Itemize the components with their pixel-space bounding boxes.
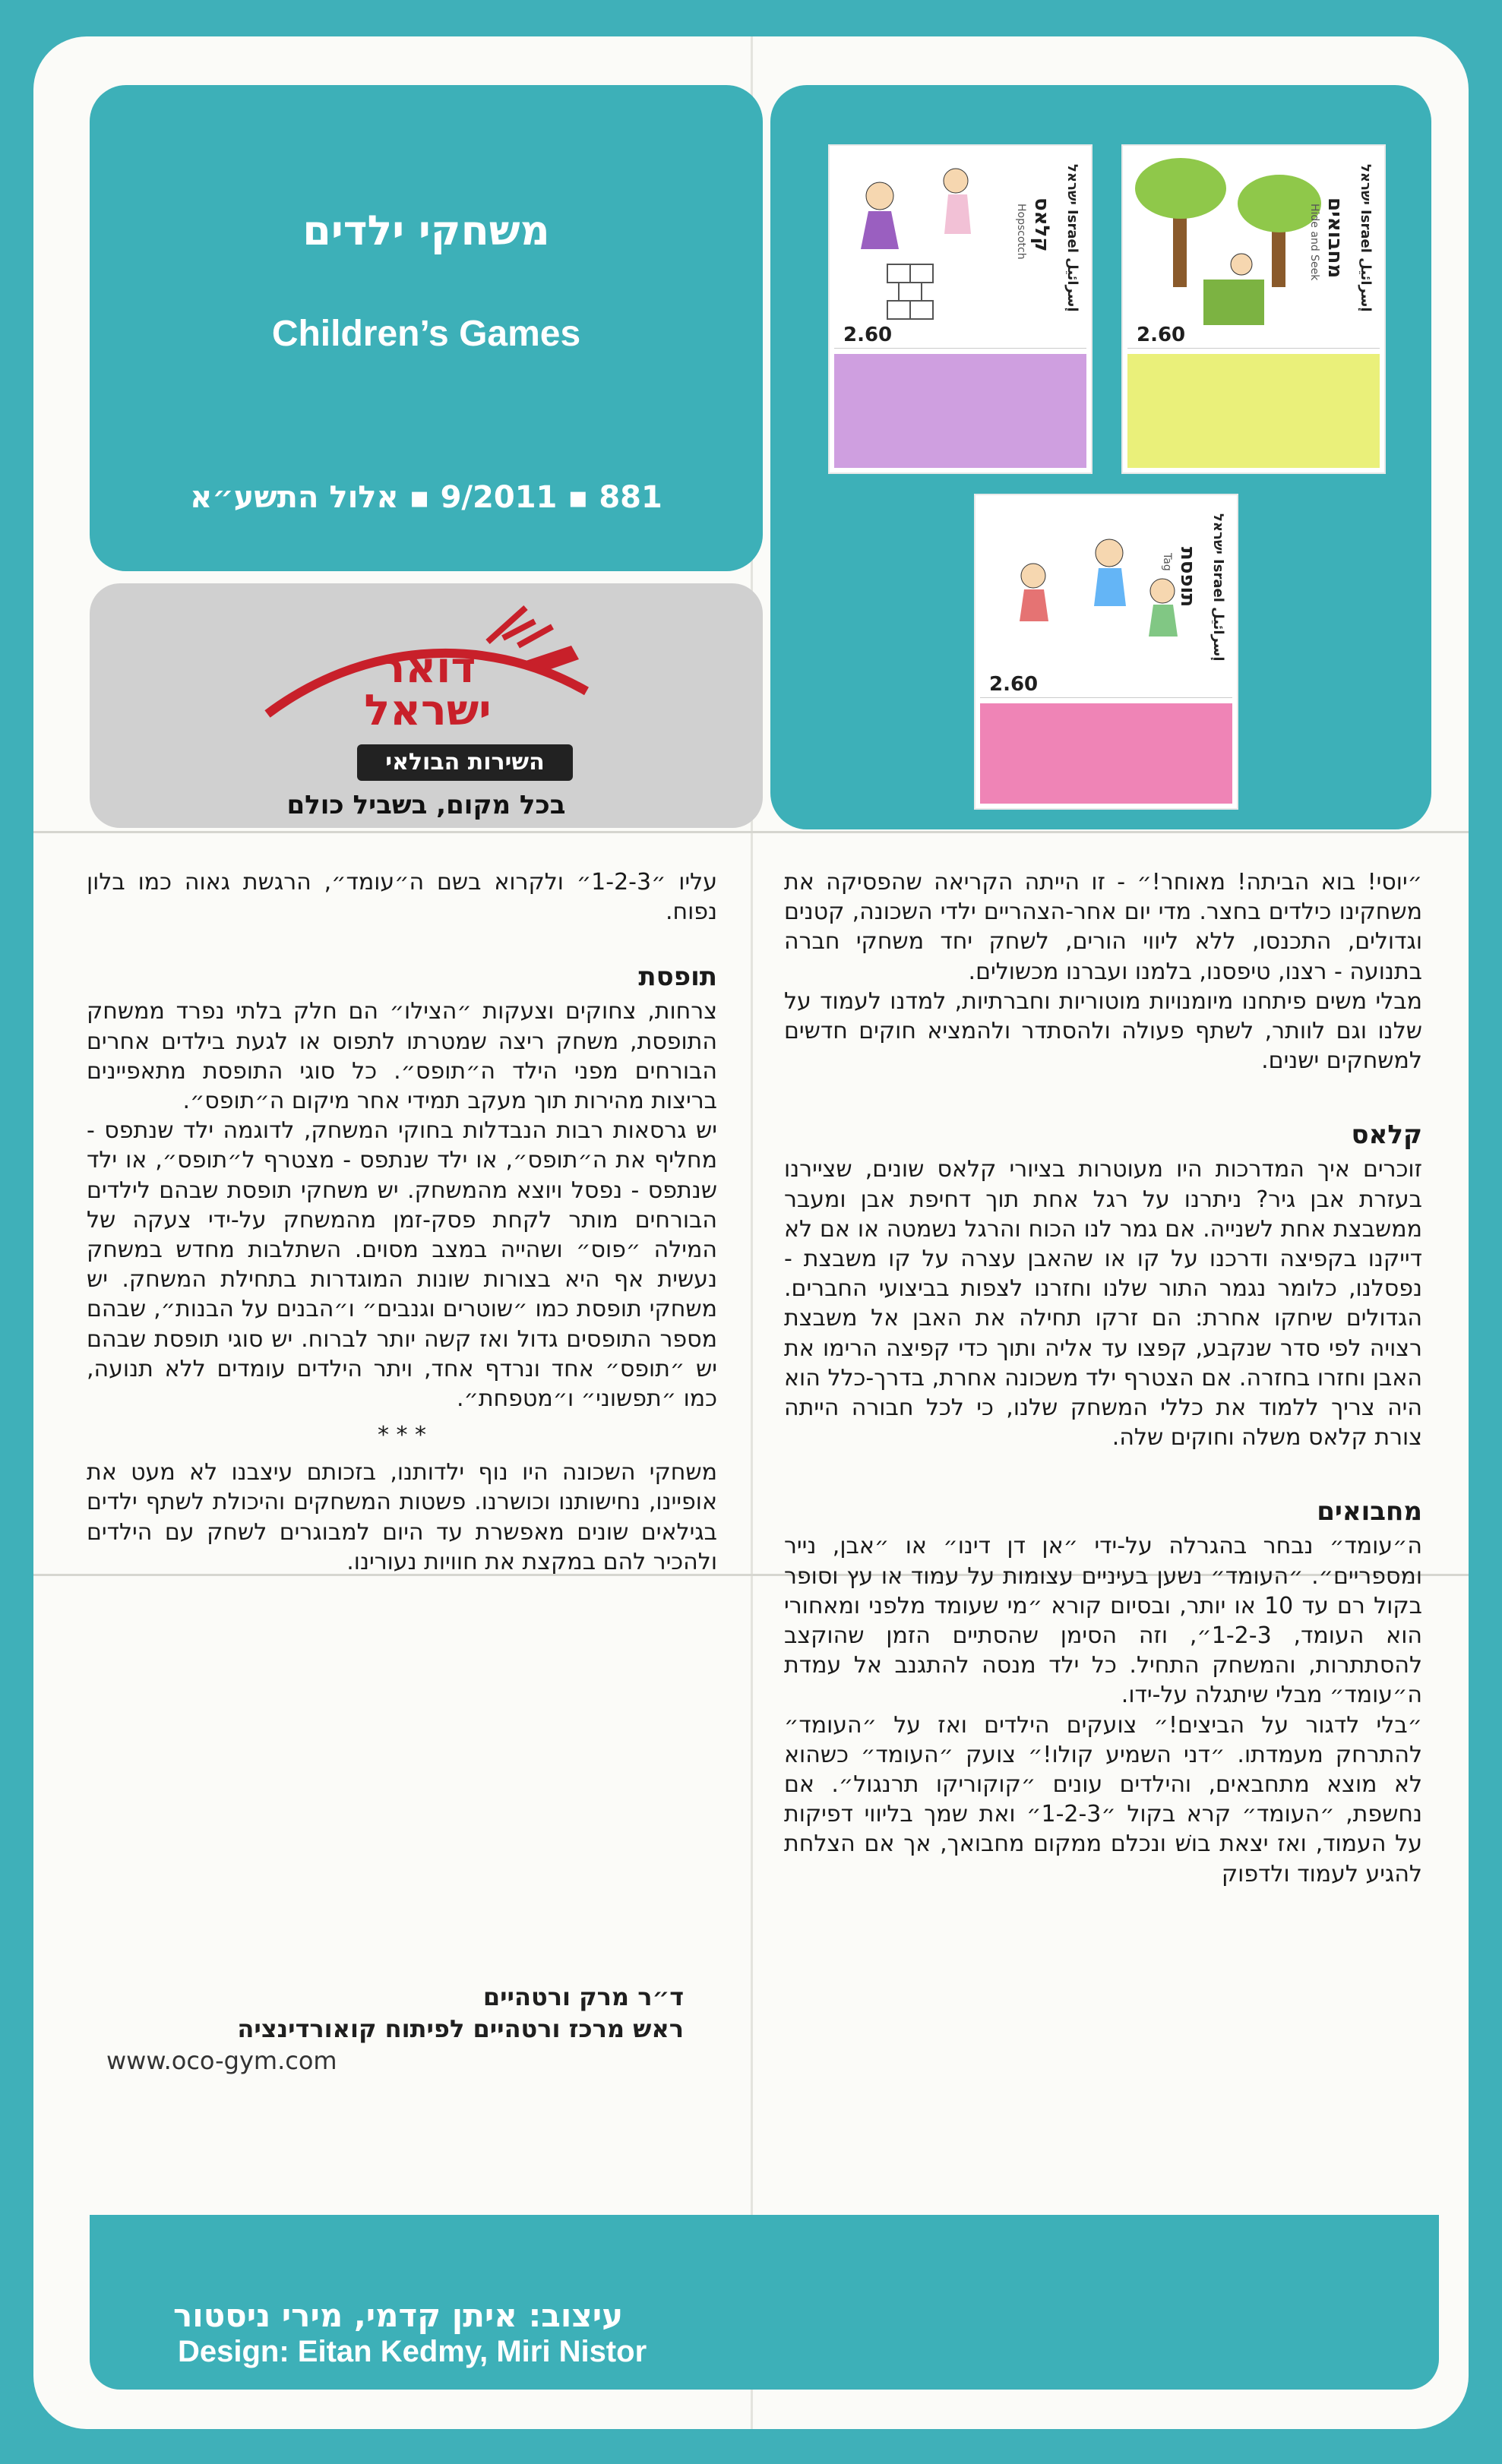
tag-paragraph-1: צרחות, צחוקים וצעקות ״הצילו״ הם חלק בלתי נפרד ממשחק התופסת, משחק ריצה שמטרתו לתפוס או לגעת בילדים אחרים הבורחים מפני הילד ה״תופס״. כל סוגי התופסת מתאפיינים בריצות מהירות תוך מעקב תמידי אחר מיקום ה״תופס״.: [87, 998, 717, 1115]
heading-tag: תופסת: [638, 962, 717, 993]
author-signature: [106, 1981, 684, 2077]
stamp-price: 2.60: [989, 673, 1039, 696]
stamp-name-he: קלאס: [1030, 197, 1053, 252]
stamp-name-he: תופסת: [1176, 547, 1199, 608]
stamps-panel: [770, 85, 1431, 829]
heading-hide-and-seek: מחבואים: [1317, 1496, 1422, 1527]
stamp-hopscotch: [830, 146, 1091, 472]
stamp-name-he: מחבואים: [1323, 197, 1346, 279]
stamp-name-en: Tag: [1161, 553, 1173, 571]
section-divider: * * *: [377, 1422, 427, 1449]
closing-paragraph: משחקי השכונה היו נוף ילדותנו, בזכותם עיצבנו לא מעט את אופיינו, נחישותנו וכושרנו. פשטות המשחקים והיכולת לשתף ילדים בגילאים שונים מאפשרת עד היום למבוגרים לשחק עם הילדים ולהכיר להם במקצת את חוויות נעורינו.: [87, 1459, 717, 1575]
stamp-tab: [980, 703, 1232, 804]
title-english: Children’s Games: [271, 314, 581, 354]
hide-paragraph-2: ״בלי לדגור על הביצים!״ צועקים הילדים ואז על ״העומד״ להתרחק מעמדתו. ״דני השמיע קולו!״ צועק ״העומד״ כשהוא לא מוצא מתחבאים, והילדים עונים ״קוקוריקו תרנגול״. אם נחשפת, ״העומד״ קרא בקול ״1-2-3״ ואת שמך בליווי דפיקות על העמוד, ואז יצאת בושׁ ונכלם ממקום מחבואך, אך אם הצלחת להגיע לעמוד ולדפוק: [784, 1711, 1422, 1887]
stamp-name-en: Hide and Seek: [1308, 204, 1320, 281]
logo-line-1: דואר: [379, 643, 476, 693]
slogan: בכל מקום, בשביל כולם: [286, 790, 566, 820]
stamp-country: ישראל Israel إسرائيل: [1210, 513, 1226, 662]
article-column-left: [87, 867, 717, 1577]
stamp-tag: [976, 495, 1237, 808]
philatelic-service-band: השירות הבולאי: [357, 744, 573, 781]
logo-wordmark: [291, 643, 564, 735]
author-role: ראש מרכז ורטהיים לפיתוח קואורדינציה: [237, 2014, 684, 2043]
title-card: [90, 85, 763, 571]
stamp-hide-and-seek: [1123, 146, 1384, 472]
article-column-right: [784, 867, 1422, 1889]
heading-hopscotch: קלאס: [1351, 1120, 1422, 1151]
stamp-country: ישראל Israel إسرائيل: [1358, 164, 1374, 312]
tag-paragraph-2: יש גרסאות רבות הנבדלות בחוקי המשחק, לדוגמה ילד שנתפס - מחליף את ה״תופס״, או ילד שנתפס - מצטרף ל״תופס״, או ילד שנתפס - נפסל ויוצא מהמשחק. יש משחקי תופסת שבהם לילדים הבורחים מותר לקחת פסק-זמן מהמשחק על-ידי צעקה של המילה ״פוס״ ושהייה במצב מסוים. השתלבות מחדש במשחק נעשית אף היא בצורות שונות המוגדרות בתחילת המשחק. יש משחקי תופסת כמו ״שוטרים וגנבים״ ו״הבנים על הבנות״, שבהם מספר התופסים גדול ואז קשה יותר לברוח. יש סוגי תופסת שבהם יש ״תופס״ אחד ונרדף אחד, ויתר הילדים עומדים ללא תנועה, כמו ״תפשוני״ ו״מטפחת״.: [87, 1117, 717, 1413]
stamp-tab: [1127, 354, 1380, 468]
title-hebrew: משחקי ילדים: [302, 207, 550, 254]
issue-number: 881 ▪ 9/2011 ▪ אלול התשע״א: [190, 480, 662, 515]
design-credits-footer: [90, 2215, 1439, 2390]
hide-paragraph-1: ה״עומד״ נבחר בהגרלה על-ידי ״אן דן דינו״ או ״אבן, נייר ומספריים״. ״העומד״ נשען בעיניים עצומות על עמוד או עץ וסופר בקול רם עד 10 או יותר, ובסיום קורא ״מי שעומד מלפני ומאחורי הוא העומד, 1-2-3״, וזה הסימן שהסתיים הזמן שהוקצב להסתתרות, והמשחק התחיל. כל ילד מנסה להתגנב אל עמדת ה״עומד״ מבלי שיתגלה על-ידו.: [784, 1533, 1422, 1709]
hopscotch-paragraph: זוכרים איך המדרכות היו מעוטרות בציורי קלאס שונים, שציירנו בעזרת אבן גיר? ניתרנו על רגל אחת תוך דחיפת אבן ומעבר ממשבצת אחת לשנייה. אם גמר לנו הכוח והרגל נשמטה או אם לא דייקנו בקפיצה ודרכנו על קו או שהאבן עצרה על קו משבצת - נפסלנו, כלומר נגמר התור שלנו וחזרנו לצפות בביצועי החברים. הגדולים שיחקו אחרת: הם זרקו תחילה את האבן אל משבצת רצויה לפי סדר שנקבע, קפצו עד אליה ותוך כדי קפיצה הרימו את האבן וחזרו בחזרה. אם הצטרף ילד משכונה אחרת, בדרך-כלל הוא היה צריך ללמוד את כללי המשחק שלנו, כי לכל חבורה הייתה צורת קלאס משלה וחוקים שלה.: [784, 1156, 1422, 1452]
intro-paragraph-2: מבלי משים פיתחנו מיומנויות מוטוריות וחברתיות, למדנו לעמוד על שלנו וגם לוותר, לשתף פעולה ולהסתדר ולהמציא חוקים חדשים למשחקים ישנים.: [784, 987, 1422, 1075]
fold-line-1: [33, 831, 1469, 833]
stamp-price: 2.60: [1137, 324, 1186, 346]
website-link[interactable]: www.oco-gym.com: [106, 2046, 337, 2075]
stamp-country: ישראל Israel إسرائيل: [1064, 164, 1080, 312]
continued-paragraph: עליו ״1-2-3״ ולקרוא בשם ה״עומד״, הרגשת גאוה כמו בלון נפוח.: [87, 869, 717, 926]
stamp-price: 2.60: [843, 324, 893, 346]
stamp-name-en: Hopscotch: [1015, 204, 1027, 260]
stamp-tab: [834, 354, 1086, 468]
intro-paragraph-1: ״יוסי! בוא הביתה! מאוחר!״ - זו הייתה הקריאה שהפסיקה את משחקינו כילדים בחצר. מדי יום אחר-הצהריים ילדי השכונה, קטנים וגדולים, התכנסו, ללא ליווי הורים, לשחק יחד משחקי חברה בתנועה - רצנו, טיפסנו, בלמנו ועברנו מכשולים.: [784, 869, 1422, 985]
author-name: ד״ר מרק ורטהיים: [482, 1982, 684, 2011]
design-credit-hebrew: עיצוב: איתן קדמי, מירי ניסטור: [173, 2297, 624, 2334]
logo-line-2: ישראל: [364, 686, 492, 735]
design-credit-english: Design: Eitan Kedmy, Miri Nistor: [178, 2335, 647, 2368]
bulletin-sheet: [33, 36, 1469, 2429]
israel-post-logo-card: [90, 583, 763, 828]
